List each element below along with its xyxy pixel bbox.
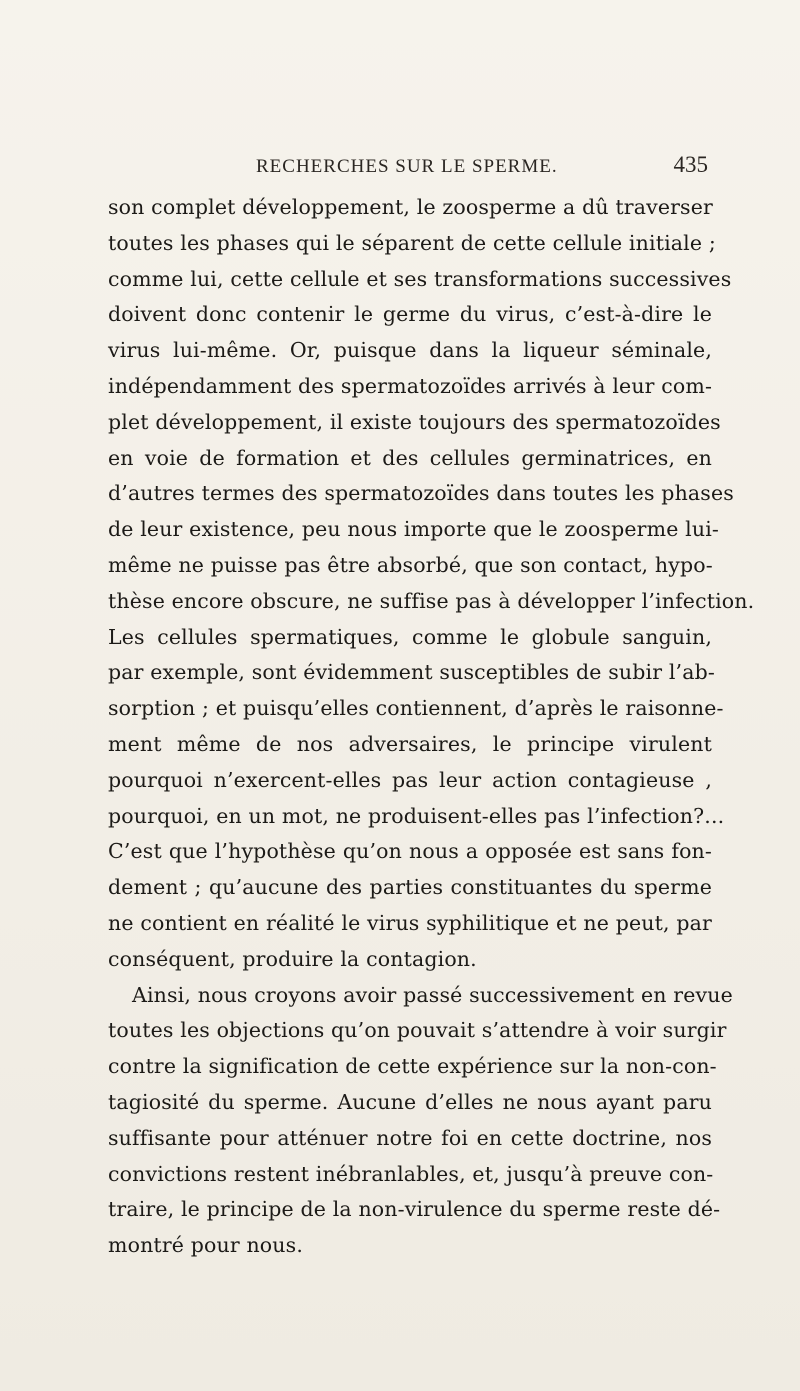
text-line: même ne puisse pas être absorbé, que son contact, hypo- xyxy=(108,552,713,577)
text-line: thèse encore obscure, ne suffise pas à développer l’infection. xyxy=(108,588,755,613)
text-line: de leur existence, peu nous importe que le zoosperme lui- xyxy=(108,517,719,542)
text-line: toutes les phases qui le séparent de cette cellule initiale ; xyxy=(108,230,716,255)
text-line: suffisante pour atténuer notre foi en cette doctrine, nos xyxy=(108,1125,712,1150)
text-line: pourquoi, en un mot, ne produisent-elles pas l’infection?... xyxy=(108,803,725,828)
text-line: montré pour nous. xyxy=(108,1233,303,1258)
text-line: plet développement, il existe toujours des spermatozoïdes xyxy=(108,409,721,434)
text-line: contre la signification de cette expérience sur la non-con- xyxy=(108,1054,717,1079)
text-line: doivent donc contenir le germe du virus, c’est-à-dire le xyxy=(108,302,712,327)
text-line: indépendamment des spermatozoïdes arrivés à leur com- xyxy=(108,373,713,398)
text-line: sorption ; et puisqu’elles contiennent, d’après le raisonne- xyxy=(108,696,724,721)
text-line: comme lui, cette cellule et ses transformations successives xyxy=(108,266,732,291)
text-line: en voie de formation et des cellules germinatrices, en xyxy=(108,445,712,470)
text-line: dement ; qu’aucune des parties constituantes du sperme xyxy=(108,875,712,900)
text-line: toutes les objections qu’on pouvait s’attendre à voir surgir xyxy=(108,1018,727,1043)
text-line: par exemple, sont évidemment susceptibles de subir l’ab- xyxy=(108,660,715,685)
text-line: ment même de nos adversaires, le principe virulent xyxy=(108,731,712,756)
page-header xyxy=(108,150,708,184)
page-number: 435 xyxy=(673,152,708,177)
text-line: d’autres termes des spermatozoïdes dans toutes les phases xyxy=(108,481,734,506)
text-line: conséquent, produire la contagion. xyxy=(108,946,477,971)
text-line: Les cellules spermatiques, comme le globule sanguin, xyxy=(108,624,712,649)
text-line: convictions restent inébranlables, et, jusqu’à preuve con- xyxy=(108,1161,714,1186)
text-line: ne contient en réalité le virus syphilitique et ne peut, par xyxy=(108,910,712,935)
text-line: son complet développement, le zoosperme a dû traverser xyxy=(108,195,713,219)
text-line: tagiosité du sperme. Aucune d’elles ne nous ayant paru xyxy=(108,1089,712,1114)
text-line: pourquoi n’exercent-elles pas leur action contagieuse , xyxy=(108,767,712,792)
running-head: RECHERCHES SUR LE SPERME. xyxy=(256,156,558,177)
text-line: traire, le principe de la non-virulence du sperme reste dé- xyxy=(108,1197,721,1222)
body-text xyxy=(108,190,755,1264)
text-line: Ainsi, nous croyons avoir passé successivement en revue xyxy=(132,982,733,1007)
text-line: virus lui-même. Or, puisque dans la liqueur séminale, xyxy=(108,338,712,363)
text-line: C’est que l’hypothèse qu’on nous a opposée est sans fon- xyxy=(108,839,712,864)
